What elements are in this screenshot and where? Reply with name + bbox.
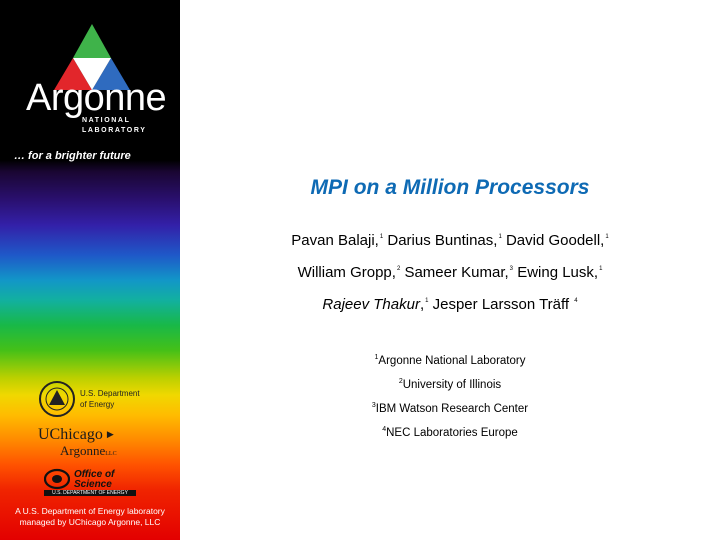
author-affil-sup: 1 <box>498 234 502 240</box>
affil-num: 4 <box>382 426 387 433</box>
play-arrow-icon: ▶ <box>106 429 114 439</box>
affiliation-1 <box>180 354 720 367</box>
uchicago-argonne-logo <box>38 425 158 461</box>
affil-text: University of Illinois <box>402 379 502 391</box>
affil-num: 1 <box>374 354 379 361</box>
footer-line1: A U.S. Department of Energy laboratory <box>15 506 165 516</box>
affiliation-3 <box>180 402 720 415</box>
author-affil-sup: 1 <box>605 234 609 240</box>
science-line1: Office of <box>74 469 115 480</box>
affil-text: NEC Laboratories Europe <box>386 427 518 439</box>
brand-subtitle <box>82 116 172 136</box>
rainbow-sidebar <box>0 0 180 540</box>
affil-num: 3 <box>371 402 376 409</box>
affil-text: Argonne National Laboratory <box>378 355 526 367</box>
doe-line2: of Energy <box>80 400 115 409</box>
affil-num: 2 <box>398 378 403 385</box>
author-suffix: , <box>419 296 425 313</box>
uchicago-llc: LLC <box>105 451 117 457</box>
uchicago-main-row <box>38 425 158 444</box>
doe-line1: U.S. Department <box>80 389 140 398</box>
office-of-science-emblem-icon <box>44 468 70 490</box>
author-name: William Gropp, <box>297 264 396 281</box>
author-affil-sup: 3 <box>509 266 514 272</box>
sidebar-footer <box>4 506 176 528</box>
author-name: Pavan Balaji, <box>291 232 379 249</box>
brand-sub-line1: NATIONAL <box>82 117 131 124</box>
author-name: Darius Buntinas, <box>387 232 498 249</box>
author-name: David Goodell, <box>505 232 605 249</box>
slide-title: MPI on a Million Processors <box>310 176 590 199</box>
affiliation-4 <box>180 426 720 439</box>
footer-line2: managed by UChicago Argonne, LLC <box>19 517 161 527</box>
author-affil-sup: 2 <box>396 266 401 272</box>
affiliation-2 <box>180 378 720 391</box>
author-name: Ewing Lusk, <box>517 264 599 281</box>
doe-label <box>80 388 170 410</box>
author-affil-sup: 1 <box>379 234 384 240</box>
affil-text: IBM Watson Research Center <box>375 403 529 415</box>
uchicago-sub-row <box>38 444 158 461</box>
brand-name: Argonne <box>26 77 167 119</box>
science-line2: Science <box>74 479 112 490</box>
author-name: Jesper Larsson Träff <box>432 296 570 313</box>
brand-sub-line2: LABORATORY <box>82 127 147 134</box>
author-name: Rajeev Thakur <box>322 296 420 313</box>
author-affil-sup: 1 <box>599 266 603 272</box>
science-band: U.S. DEPARTMENT OF ENERGY <box>44 490 136 496</box>
author-name: Sameer Kumar, <box>404 264 509 281</box>
author-affil-sup: 1 <box>425 298 429 304</box>
office-of-science-label <box>74 470 134 490</box>
tagline: … for a brighter future <box>14 150 131 162</box>
author-line-3 <box>180 296 720 313</box>
author-line-1 <box>180 232 720 249</box>
uchicago-main: UChicago <box>38 426 103 443</box>
author-affil-sup: 4 <box>574 298 578 304</box>
doe-seal-icon <box>38 380 76 418</box>
author-line-2 <box>180 264 720 281</box>
uchicago-sub: Argonne <box>60 443 106 458</box>
